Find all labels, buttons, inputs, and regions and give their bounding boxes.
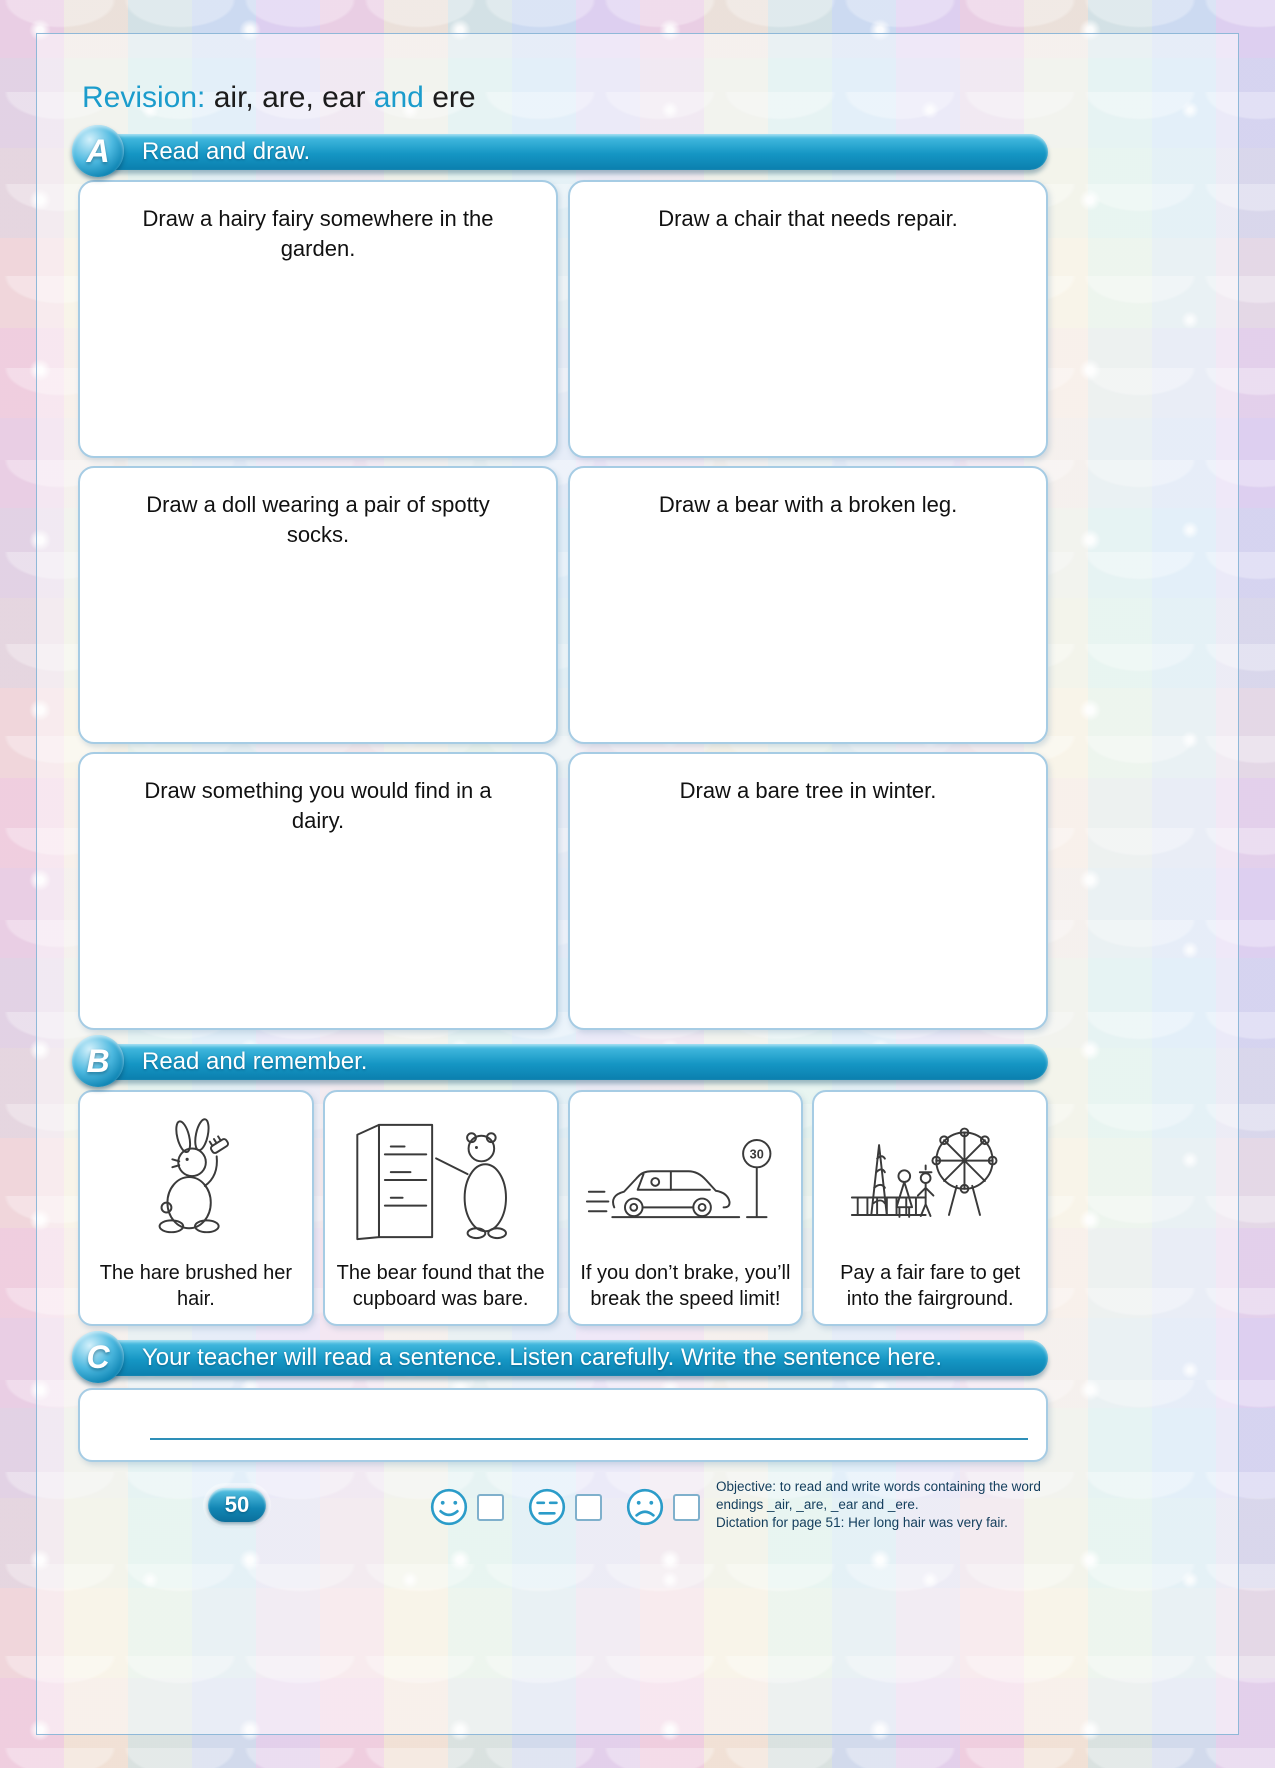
section-c-heading: Your teacher will read a sentence. Listen carefully. Write the sentence here. [142, 1344, 943, 1371]
draw-prompt: Draw something you would find in a dairy. [144, 778, 492, 834]
section-b-header [78, 1044, 1048, 1080]
objective-line-1: Objective: to read and write words containing the word endings _air, _are, _ear and _ere. [716, 1479, 1041, 1512]
sad-face-icon [624, 1486, 666, 1528]
draw-prompt: Draw a chair that needs repair. [658, 206, 958, 231]
section-b-heading: Read and remember. [142, 1048, 368, 1075]
neutral-face-icon [526, 1486, 568, 1528]
car-speed-sign-icon [578, 1102, 794, 1260]
draw-box-3[interactable] [78, 466, 558, 744]
happy-face-icon [428, 1486, 470, 1528]
title-and: and [365, 81, 424, 114]
worksheet-content [78, 80, 1048, 1542]
draw-prompt: Draw a bear with a broken leg. [658, 492, 958, 517]
draw-prompt: Draw a bare tree in winter. [679, 778, 937, 803]
objective-line-2: Dictation for page 51: Her long hair was very fair. [716, 1514, 1008, 1530]
section-a-heading: Read and draw. [142, 138, 311, 165]
remember-caption: Pay a fair fare to get into the fairground. [840, 1262, 1021, 1310]
remember-caption: The hare brushed her hair. [99, 1262, 293, 1310]
self-assessment-row [428, 1486, 700, 1528]
fairground-icon [822, 1102, 1038, 1260]
page-footer [78, 1478, 1048, 1542]
bear-cupboard-icon [333, 1102, 549, 1260]
remember-caption: If you don’t brake, you’ll break the speed limit! [580, 1262, 791, 1310]
rating-sad [624, 1486, 700, 1528]
draw-box-2[interactable] [568, 180, 1048, 458]
draw-prompt: Draw a hairy fairy somewhere in the garden. [142, 206, 494, 262]
draw-box-1[interactable] [78, 180, 558, 458]
remember-caption: The bear found that the cupboard was bare. [336, 1262, 545, 1310]
section-a-badge: A [72, 125, 124, 177]
title-words-1: air, are, ear [205, 81, 366, 114]
read-and-draw-grid [78, 180, 1048, 1030]
title-words-2: ere [423, 81, 476, 114]
title-revision: Revision: [82, 81, 206, 114]
rating-neutral-checkbox[interactable] [575, 1494, 602, 1521]
rating-sad-checkbox[interactable] [673, 1494, 700, 1521]
rating-neutral [526, 1486, 602, 1528]
sentence-line[interactable] [150, 1438, 1028, 1440]
sentence-write-box[interactable] [78, 1388, 1048, 1462]
section-a-header [78, 134, 1048, 170]
section-c-header [78, 1340, 1048, 1376]
read-and-remember-grid [78, 1090, 1048, 1326]
page-number-badge: 50 [208, 1488, 266, 1522]
remember-card-fairground [812, 1090, 1048, 1326]
draw-box-6[interactable] [568, 752, 1048, 1030]
hare-brushing-hair-icon [88, 1102, 304, 1260]
rating-happy [428, 1486, 504, 1528]
speed-sign-text: 30 [749, 1147, 764, 1162]
remember-card-hare [78, 1090, 314, 1326]
rating-happy-checkbox[interactable] [477, 1494, 504, 1521]
remember-card-car [568, 1090, 804, 1326]
section-b-badge: B [72, 1035, 124, 1087]
remember-card-bear [323, 1090, 559, 1326]
objective-text [716, 1478, 1048, 1531]
draw-prompt: Draw a doll wearing a pair of spotty socks. [146, 492, 490, 548]
page-title [82, 80, 1048, 116]
draw-box-5[interactable] [78, 752, 558, 1030]
section-c-badge: C [72, 1331, 124, 1383]
draw-box-4[interactable] [568, 466, 1048, 744]
